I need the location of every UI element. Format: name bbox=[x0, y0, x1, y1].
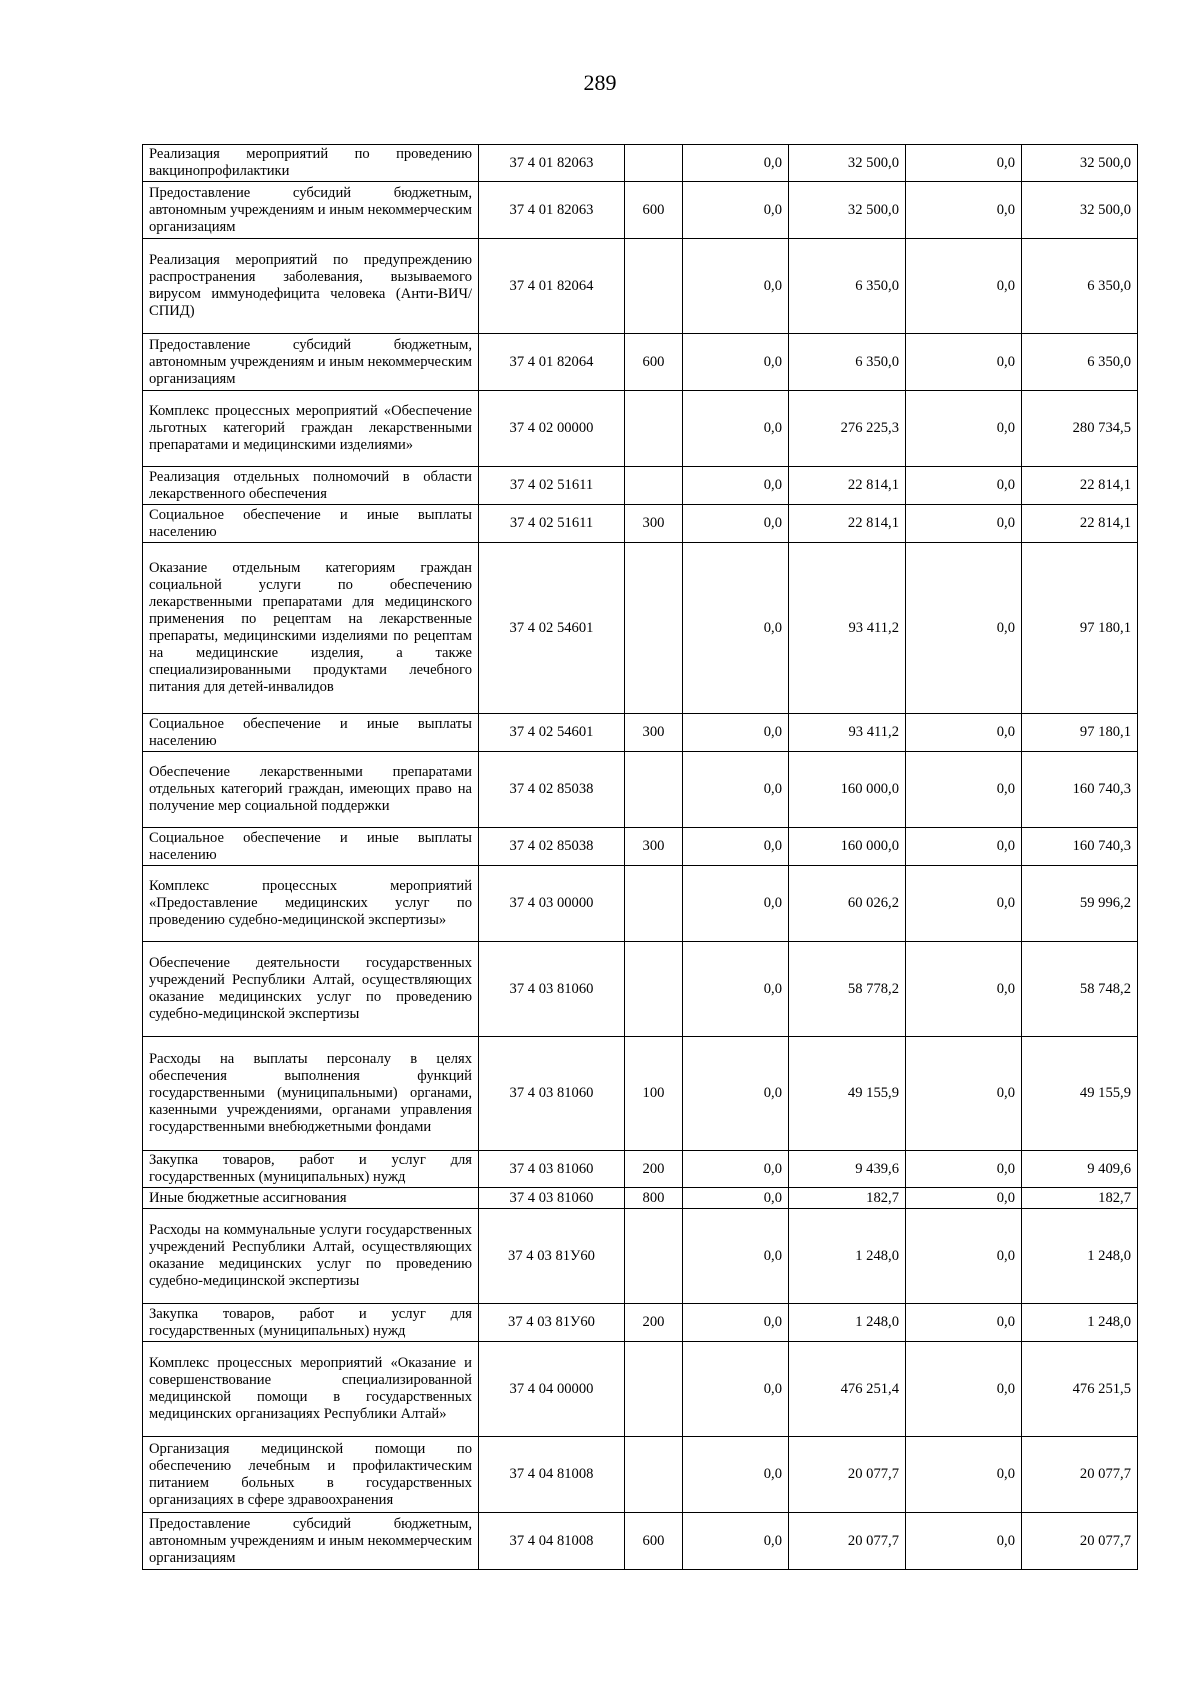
row-value-4: 280 734,5 bbox=[1022, 391, 1138, 467]
row-name: Комплекс процессных мероприятий «Оказание и совершенствование специализированной медицинской помощи в государственных медицинских организациях Республики Алтай» bbox=[143, 1342, 479, 1437]
table-row bbox=[143, 391, 1138, 467]
row-value-3: 0,0 bbox=[906, 1513, 1022, 1570]
row-value-2: 1 248,0 bbox=[789, 1209, 906, 1304]
row-name: Предоставление субсидий бюджетным, автономным учреждениям и иным некоммерческим организациям bbox=[143, 1513, 479, 1570]
row-expense-type: 600 bbox=[625, 334, 683, 391]
row-value-3: 0,0 bbox=[906, 866, 1022, 942]
table-row bbox=[143, 828, 1138, 866]
budget-table bbox=[142, 144, 1138, 1570]
row-value-2: 6 350,0 bbox=[789, 334, 906, 391]
row-value-2: 58 778,2 bbox=[789, 942, 906, 1037]
row-value-3: 0,0 bbox=[906, 334, 1022, 391]
row-name: Комплекс процессных мероприятий «Предоставление медицинских услуг по проведению судебно-медицинской экспертизы» bbox=[143, 866, 479, 942]
row-value-3: 0,0 bbox=[906, 1437, 1022, 1513]
row-value-2: 476 251,4 bbox=[789, 1342, 906, 1437]
row-value-3: 0,0 bbox=[906, 1188, 1022, 1209]
row-value-1: 0,0 bbox=[683, 1209, 789, 1304]
table-row bbox=[143, 1437, 1138, 1513]
row-name: Закупка товаров, работ и услуг для государственных (муниципальных) нужд bbox=[143, 1304, 479, 1342]
table-row bbox=[143, 1188, 1138, 1209]
row-value-4: 20 077,7 bbox=[1022, 1513, 1138, 1570]
row-value-1: 0,0 bbox=[683, 334, 789, 391]
row-code: 37 4 02 00000 bbox=[479, 391, 625, 467]
row-value-3: 0,0 bbox=[906, 714, 1022, 752]
table-row bbox=[143, 942, 1138, 1037]
row-value-3: 0,0 bbox=[906, 1304, 1022, 1342]
row-code: 37 4 01 82063 bbox=[479, 145, 625, 182]
row-name: Обеспечение лекарственными препаратами отдельных категорий граждан, имеющих право на получение мер социальной поддержки bbox=[143, 752, 479, 828]
row-expense-type: 600 bbox=[625, 1513, 683, 1570]
row-code: 37 4 01 82064 bbox=[479, 239, 625, 334]
row-value-4: 6 350,0 bbox=[1022, 334, 1138, 391]
row-expense-type: 300 bbox=[625, 505, 683, 543]
row-code: 37 4 02 54601 bbox=[479, 543, 625, 714]
table-row bbox=[143, 467, 1138, 505]
table-row bbox=[143, 334, 1138, 391]
row-value-1: 0,0 bbox=[683, 1151, 789, 1188]
row-value-4: 20 077,7 bbox=[1022, 1437, 1138, 1513]
row-name: Предоставление субсидий бюджетным, автономным учреждениям и иным некоммерческим организациям bbox=[143, 182, 479, 239]
row-expense-type bbox=[625, 942, 683, 1037]
row-code: 37 4 02 51611 bbox=[479, 505, 625, 543]
row-value-1: 0,0 bbox=[683, 505, 789, 543]
row-name: Реализация мероприятий по проведению вакцинопрофилактики bbox=[143, 145, 479, 182]
row-code: 37 4 03 81060 bbox=[479, 1151, 625, 1188]
row-value-4: 476 251,5 bbox=[1022, 1342, 1138, 1437]
row-name: Социальное обеспечение и иные выплаты населению bbox=[143, 505, 479, 543]
row-value-2: 182,7 bbox=[789, 1188, 906, 1209]
table-row bbox=[143, 1151, 1138, 1188]
row-value-2: 160 000,0 bbox=[789, 752, 906, 828]
row-value-2: 20 077,7 bbox=[789, 1513, 906, 1570]
row-value-3: 0,0 bbox=[906, 145, 1022, 182]
table-row bbox=[143, 714, 1138, 752]
row-value-1: 0,0 bbox=[683, 714, 789, 752]
row-value-3: 0,0 bbox=[906, 543, 1022, 714]
row-value-3: 0,0 bbox=[906, 1037, 1022, 1151]
row-value-4: 97 180,1 bbox=[1022, 543, 1138, 714]
row-value-3: 0,0 bbox=[906, 942, 1022, 1037]
row-value-4: 59 996,2 bbox=[1022, 866, 1138, 942]
row-code: 37 4 01 82063 bbox=[479, 182, 625, 239]
row-value-3: 0,0 bbox=[906, 828, 1022, 866]
row-name: Предоставление субсидий бюджетным, автономным учреждениям и иным некоммерческим организациям bbox=[143, 334, 479, 391]
row-value-2: 1 248,0 bbox=[789, 1304, 906, 1342]
row-value-2: 32 500,0 bbox=[789, 145, 906, 182]
row-value-3: 0,0 bbox=[906, 1342, 1022, 1437]
table-row bbox=[143, 505, 1138, 543]
table-row bbox=[143, 182, 1138, 239]
row-expense-type: 200 bbox=[625, 1151, 683, 1188]
row-value-3: 0,0 bbox=[906, 391, 1022, 467]
row-code: 37 4 03 81060 bbox=[479, 1188, 625, 1209]
row-expense-type bbox=[625, 866, 683, 942]
row-code: 37 4 03 81060 bbox=[479, 1037, 625, 1151]
row-name: Реализация отдельных полномочий в области лекарственного обеспечения bbox=[143, 467, 479, 505]
row-value-1: 0,0 bbox=[683, 1037, 789, 1151]
row-value-1: 0,0 bbox=[683, 866, 789, 942]
row-name: Оказание отдельным категориям граждан социальной услуги по обеспечению лекарственными препаратами для медицинского применения по рецептам на лекарственные препараты, медицинскими изделиями по рецептам на медицинские изделия, а также специализированными продуктами лечебного питания для детей-инвалидов bbox=[143, 543, 479, 714]
row-value-4: 97 180,1 bbox=[1022, 714, 1138, 752]
row-name: Расходы на выплаты персоналу в целях обеспечения выполнения функций государственными (муниципальными) органами, казенными учреждениями, органами управления государственными внебюджетными фондами bbox=[143, 1037, 479, 1151]
row-value-3: 0,0 bbox=[906, 752, 1022, 828]
row-code: 37 4 01 82064 bbox=[479, 334, 625, 391]
row-code: 37 4 03 81У60 bbox=[479, 1304, 625, 1342]
table-row bbox=[143, 543, 1138, 714]
row-expense-type: 800 bbox=[625, 1188, 683, 1209]
row-expense-type bbox=[625, 1437, 683, 1513]
table-row bbox=[143, 1037, 1138, 1151]
row-value-1: 0,0 bbox=[683, 1513, 789, 1570]
row-value-4: 1 248,0 bbox=[1022, 1304, 1138, 1342]
row-expense-type: 200 bbox=[625, 1304, 683, 1342]
row-code: 37 4 04 81008 bbox=[479, 1513, 625, 1570]
row-value-2: 22 814,1 bbox=[789, 467, 906, 505]
row-value-2: 160 000,0 bbox=[789, 828, 906, 866]
row-code: 37 4 02 85038 bbox=[479, 752, 625, 828]
row-value-3: 0,0 bbox=[906, 182, 1022, 239]
row-value-2: 22 814,1 bbox=[789, 505, 906, 543]
row-name: Комплекс процессных мероприятий «Обеспечение льготных категорий граждан лекарственными препаратами и медицинскими изделиями» bbox=[143, 391, 479, 467]
row-value-2: 9 439,6 bbox=[789, 1151, 906, 1188]
row-value-1: 0,0 bbox=[683, 145, 789, 182]
row-code: 37 4 04 00000 bbox=[479, 1342, 625, 1437]
table-row bbox=[143, 145, 1138, 182]
row-value-3: 0,0 bbox=[906, 239, 1022, 334]
row-code: 37 4 02 85038 bbox=[479, 828, 625, 866]
row-expense-type: 100 bbox=[625, 1037, 683, 1151]
table-row bbox=[143, 1209, 1138, 1304]
row-name: Иные бюджетные ассигнования bbox=[143, 1188, 479, 1209]
row-value-4: 58 748,2 bbox=[1022, 942, 1138, 1037]
table-row bbox=[143, 752, 1138, 828]
row-code: 37 4 03 81060 bbox=[479, 942, 625, 1037]
row-value-1: 0,0 bbox=[683, 543, 789, 714]
row-value-1: 0,0 bbox=[683, 752, 789, 828]
row-value-4: 182,7 bbox=[1022, 1188, 1138, 1209]
table-row bbox=[143, 1342, 1138, 1437]
row-value-1: 0,0 bbox=[683, 1304, 789, 1342]
row-value-4: 22 814,1 bbox=[1022, 467, 1138, 505]
row-code: 37 4 02 54601 bbox=[479, 714, 625, 752]
row-value-4: 32 500,0 bbox=[1022, 182, 1138, 239]
row-expense-type bbox=[625, 1342, 683, 1437]
row-value-2: 93 411,2 bbox=[789, 714, 906, 752]
row-value-2: 20 077,7 bbox=[789, 1437, 906, 1513]
row-value-4: 6 350,0 bbox=[1022, 239, 1138, 334]
row-value-3: 0,0 bbox=[906, 467, 1022, 505]
row-value-4: 49 155,9 bbox=[1022, 1037, 1138, 1151]
row-expense-type: 300 bbox=[625, 828, 683, 866]
row-name: Организация медицинской помощи по обеспечению лечебным и профилактическим питанием больных в государственных организациях в сфере здравоохранения bbox=[143, 1437, 479, 1513]
row-value-2: 60 026,2 bbox=[789, 866, 906, 942]
row-value-1: 0,0 bbox=[683, 1437, 789, 1513]
row-expense-type bbox=[625, 467, 683, 505]
row-expense-type: 300 bbox=[625, 714, 683, 752]
row-name: Социальное обеспечение и иные выплаты населению bbox=[143, 714, 479, 752]
row-name: Социальное обеспечение и иные выплаты населению bbox=[143, 828, 479, 866]
row-value-1: 0,0 bbox=[683, 1188, 789, 1209]
table-row bbox=[143, 1513, 1138, 1570]
page-number: 289 bbox=[583, 70, 617, 95]
row-value-1: 0,0 bbox=[683, 391, 789, 467]
row-value-2: 6 350,0 bbox=[789, 239, 906, 334]
row-code: 37 4 03 00000 bbox=[479, 866, 625, 942]
table-row bbox=[143, 1304, 1138, 1342]
table-row bbox=[143, 866, 1138, 942]
row-name: Закупка товаров, работ и услуг для государственных (муниципальных) нужд bbox=[143, 1151, 479, 1188]
row-value-3: 0,0 bbox=[906, 1151, 1022, 1188]
table-row bbox=[143, 239, 1138, 334]
row-value-4: 22 814,1 bbox=[1022, 505, 1138, 543]
row-value-4: 32 500,0 bbox=[1022, 145, 1138, 182]
row-value-4: 1 248,0 bbox=[1022, 1209, 1138, 1304]
row-name: Обеспечение деятельности государственных учреждений Республики Алтай, осуществляющих оказание медицинских услуг по проведению судебно-медицинской экспертизы bbox=[143, 942, 479, 1037]
row-expense-type bbox=[625, 391, 683, 467]
row-name: Реализация мероприятий по предупреждению распространения заболевания, вызываемого вирусом иммунодефицита человека (Анти-ВИЧ/СПИД) bbox=[143, 239, 479, 334]
row-value-3: 0,0 bbox=[906, 505, 1022, 543]
row-value-2: 49 155,9 bbox=[789, 1037, 906, 1151]
row-expense-type bbox=[625, 543, 683, 714]
row-expense-type: 600 bbox=[625, 182, 683, 239]
row-expense-type bbox=[625, 752, 683, 828]
row-value-2: 32 500,0 bbox=[789, 182, 906, 239]
row-name: Расходы на коммунальные услуги государственных учреждений Республики Алтай, осуществляющих оказание медицинских услуг по проведению судебно-медицинской экспертизы bbox=[143, 1209, 479, 1304]
row-value-4: 160 740,3 bbox=[1022, 828, 1138, 866]
row-value-4: 160 740,3 bbox=[1022, 752, 1138, 828]
row-code: 37 4 04 81008 bbox=[479, 1437, 625, 1513]
row-expense-type bbox=[625, 1209, 683, 1304]
row-value-2: 93 411,2 bbox=[789, 543, 906, 714]
row-value-1: 0,0 bbox=[683, 828, 789, 866]
row-code: 37 4 02 51611 bbox=[479, 467, 625, 505]
row-expense-type bbox=[625, 145, 683, 182]
row-code: 37 4 03 81У60 bbox=[479, 1209, 625, 1304]
row-expense-type bbox=[625, 239, 683, 334]
row-value-1: 0,0 bbox=[683, 1342, 789, 1437]
row-value-3: 0,0 bbox=[906, 1209, 1022, 1304]
row-value-1: 0,0 bbox=[683, 942, 789, 1037]
row-value-4: 9 409,6 bbox=[1022, 1151, 1138, 1188]
row-value-1: 0,0 bbox=[683, 467, 789, 505]
row-value-1: 0,0 bbox=[683, 239, 789, 334]
row-value-1: 0,0 bbox=[683, 182, 789, 239]
row-value-2: 276 225,3 bbox=[789, 391, 906, 467]
